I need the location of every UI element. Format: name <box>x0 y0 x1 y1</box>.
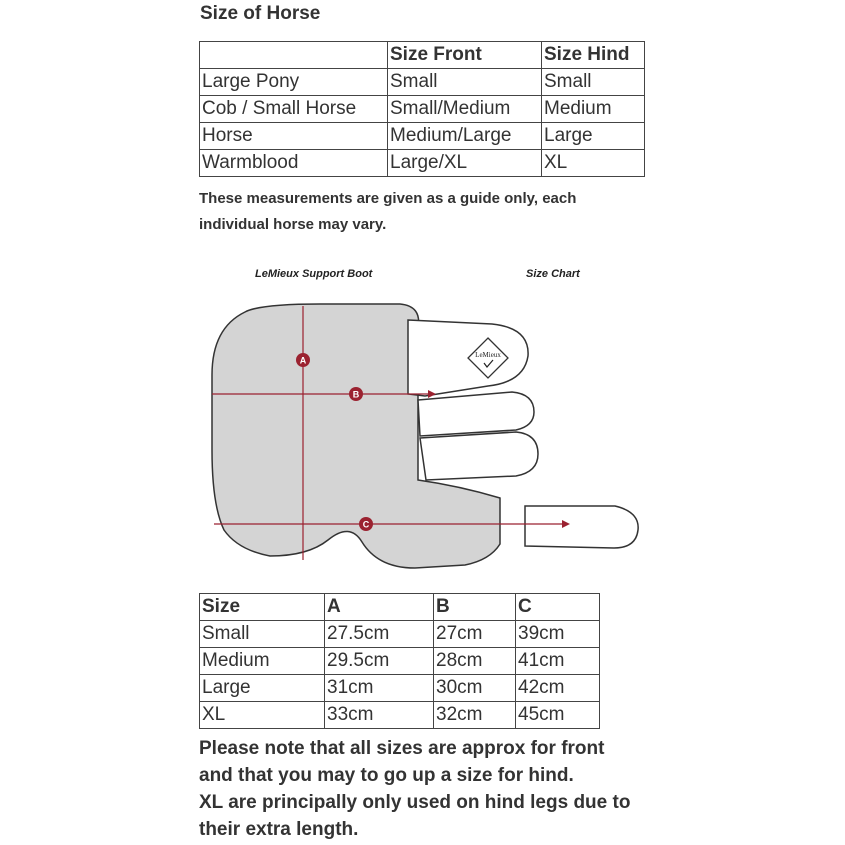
horse-type-cell: Warmblood <box>200 150 388 177</box>
size-hind-cell: Large <box>542 123 645 150</box>
marker-b-label: B <box>352 389 360 400</box>
size-hind-cell: XL <box>542 150 645 177</box>
header-b: B <box>434 594 516 621</box>
table-row <box>200 123 645 150</box>
a-cell: 31cm <box>325 675 434 702</box>
size-cell: Small <box>200 621 325 648</box>
guide-disclaimer <box>199 186 619 238</box>
size-front-cell: Small/Medium <box>388 96 542 123</box>
size-cell: Medium <box>200 648 325 675</box>
table-row <box>200 69 645 96</box>
c-cell: 42cm <box>516 675 600 702</box>
header-a: A <box>325 594 434 621</box>
note-line: their extra length. <box>199 819 359 840</box>
marker-c <box>359 517 373 531</box>
marker-a <box>296 353 310 367</box>
b-cell: 32cm <box>434 702 516 729</box>
c-cell: 45cm <box>516 702 600 729</box>
note-line: and that you may to go up a size for hind. <box>199 765 574 786</box>
guide-line: individual horse may vary. <box>199 216 387 233</box>
horse-type-cell: Cob / Small Horse <box>200 96 388 123</box>
horse-type-cell: Large Pony <box>200 69 388 96</box>
a-cell: 33cm <box>325 702 434 729</box>
table-row <box>200 96 645 123</box>
horse-size-table <box>199 41 645 177</box>
boot-measurement-diagram <box>200 290 645 570</box>
marker-b <box>349 387 363 401</box>
size-hind-cell: Small <box>542 69 645 96</box>
header-size-front: Size Front <box>388 42 542 69</box>
logo-text: LeMieux <box>475 351 501 359</box>
sizing-note <box>199 735 659 843</box>
c-cell: 39cm <box>516 621 600 648</box>
lower-strap <box>420 432 538 480</box>
header-c: C <box>516 594 600 621</box>
marker-a-label: A <box>299 355 307 366</box>
b-cell: 30cm <box>434 675 516 702</box>
horse-type-cell: Horse <box>200 123 388 150</box>
note-line: Please note that all sizes are approx for front <box>199 738 605 759</box>
header-size-hind: Size Hind <box>542 42 645 69</box>
middle-strap <box>418 392 534 436</box>
b-cell: 28cm <box>434 648 516 675</box>
a-cell: 27.5cm <box>325 621 434 648</box>
size-cell: XL <box>200 702 325 729</box>
guide-line: These measurements are given as a guide only, each <box>199 190 577 207</box>
bottom-strap <box>525 506 638 548</box>
a-cell: 29.5cm <box>325 648 434 675</box>
table-header-row <box>200 594 600 621</box>
b-cell: 27cm <box>434 621 516 648</box>
horse-size-title: Size of Horse <box>200 3 321 24</box>
size-cell: Large <box>200 675 325 702</box>
size-front-cell: Large/XL <box>388 150 542 177</box>
header-cell-empty <box>200 42 388 69</box>
c-cell: 41cm <box>516 648 600 675</box>
boot-size-table <box>199 593 600 729</box>
table-row <box>200 702 600 729</box>
table-row <box>200 675 600 702</box>
table-row <box>200 621 600 648</box>
header-size: Size <box>200 594 325 621</box>
size-hind-cell: Medium <box>542 96 645 123</box>
marker-c-label: C <box>362 519 370 530</box>
size-chart-label: Size Chart <box>526 268 580 280</box>
table-header-row <box>200 42 645 69</box>
table-row <box>200 648 600 675</box>
table-row <box>200 150 645 177</box>
size-front-cell: Medium/Large <box>388 123 542 150</box>
size-front-cell: Small <box>388 69 542 96</box>
note-line: XL are principally only used on hind legs due to <box>199 792 631 813</box>
product-label: LeMieux Support Boot <box>255 268 373 280</box>
